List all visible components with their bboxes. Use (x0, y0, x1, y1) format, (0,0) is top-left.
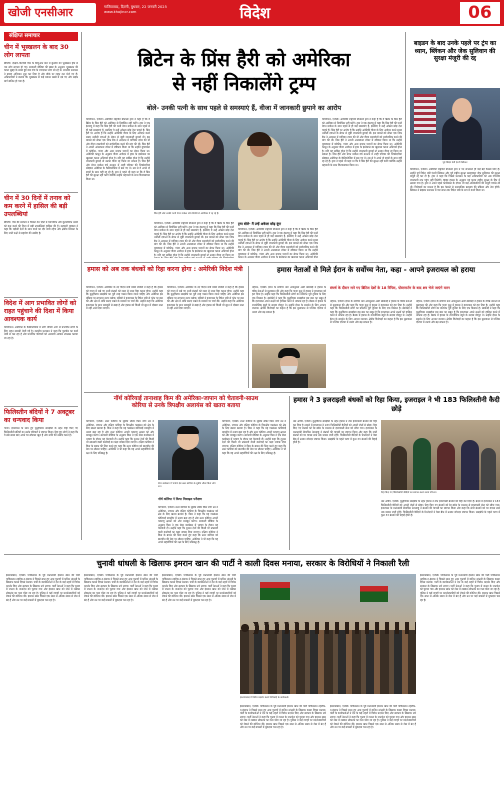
crowd-band (240, 630, 416, 694)
brief-item (4, 409, 78, 487)
korea-headline (86, 396, 286, 411)
lead-headline-line1: ब्रिटेन के प्रिंस हैरी को अमेरिका (137, 49, 351, 71)
crowd-figure (461, 440, 479, 490)
middle-right-body-col-3: तेहरान, एजेंसी। ईरान के सर्वोच्च नेता अयातुल्ला अली खामेनेई ने हमास के वरिष्ठ नेताओं से मुलाकात की और कहा कि गाजा युद्ध में हमास ने इजरायल को हरा दिया है। उन्होंने कहा कि फिलिस्तीनी लोगों का प्रतिरोध पूरी दुनिया के लिए एक मिसाल है। खामेनेई ने कहा कि युद्धविराम समझौता इस बात का सबूत है कि इजरायल अपने लक्ष्यों को हासिल करने में नाकाम रहा है। बैठक में हमास के राजनीतिक ब्यूरो के सदस्य मौजूद थे। उन्होंने ईरान के समर्थन के लिए आभार जताया। क्षेत्रीय विशेषज्ञों का कहना है कि इस मुलाकात से पश्चिम एशिया में तनाव और बढ़ सकता है। (416, 300, 500, 324)
right-top-caption: पूर्व विदेश मंत्री एंटनी ब्लिंकन (442, 161, 468, 164)
brief-item (4, 300, 78, 404)
column-rule (405, 32, 406, 258)
lead-text-col-3: वाशिंगटन, एजेंसी। अमेरिकी राष्ट्रपति डोनाल्ड ट्रम्प ने कहा है कि वे ब्रिटेन के प्रिंस हैरी को अमेरिका से निर्वासित नहीं करेंगे। ट्रम्प ने एक इंटरव्यू में कहा कि प्रिंस हैरी की पत्नी मेगन मार्कल के साथ पहले से ही कई समस्याएं हैं, इसलिए वे उन्हें अकेला छोड़ देना चाहते हैं। प्रिंस हैरी पर आरोप है कि उन्होंने अमेरिकी वीजा के लिए आवेदन करते समय नशीली दवाओं के सेवन से जुड़ी जानकारी छुपाई थी। इस मामले को लेकर एक थिंक टैंक ने अदालत में याचिका दायर की थी और वीजा दस्तावेजों को सार्वजनिक करने की मांग की थी। प्रिंस हैरी ने अपनी आत्मकथा स्पेयर में स्वीकार किया था कि उन्होंने युवावस्था में कोकीन, गांजा और अन्य मादक पदार्थों का सेवन किया था। अमेरिकी कानून के अनुसार वीजा आवेदन में ड्रग्स के इस्तेमाल का खुलासा करना अनिवार्य होता (238, 228, 318, 258)
person-2-hair (247, 132, 272, 146)
pakistan-body-col-1: इस्लामाबाद, एजेंसी। पाकिस्तान के पूर्व प्रधानमंत्री इमरान खान की पार्टी पाकिस्तान तहरीक-ए-इंसाफ ने पिछले साल हुए आम चुनावों में कथित धांधली के खिलाफ काला दिवस मनाया। पार्टी के कार्यकर्ताओं ने देश के कई शहरों में विरोध प्रदर्शन किए और सरकार के खिलाफ नारे लगाए। पार्टी नेताओं ने कहा कि चुनाव में जनता के जनादेश को चुराया गया और इमरान खान को जेल में रखकर लोकतंत्र का गला घोंटा जा रहा है। पुलिस ने कई जगहों पर प्रदर्शनकारियों को रोकने की कोशिश की। इमरान खान पिछले एक साल से अधिक समय से जेल में बंद हैं और उन पर कई मामलों में मुकदमा चल रहा है। (6, 574, 80, 602)
lead-text-col-2: वाशिंगटन, एजेंसी। अमेरिकी राष्ट्रपति डोनाल्ड ट्रम्प ने कहा है कि वे ब्रिटेन के प्रिंस हैरी को अमेरिका से निर्वासित नहीं करेंगे। ट्रम्प ने एक इंटरव्यू में कहा कि प्रिंस हैरी की पत्नी मेगन मार्कल के साथ पहले से ही कई समस्याएं हैं, इसलिए वे उन्हें अकेला छोड़ देना चाहते हैं। प्रिंस हैरी पर आरोप है कि उन्होंने अमेरिकी वीजा के लिए आवेदन करते समय नशीली दवाओं के सेवन से जुड़ी जानकारी छुपाई थी। इस मामले को लेकर एक थिंक टैंक ने अदालत में याचिका दायर की थी और वीजा दस्तावेजों को सार्वजनिक करने की मांग की थी। प्रिंस हैरी ने अपनी आत्मकथा स्पेयर में स्वीकार किया था कि उन्होंने युवावस्था में कोकीन, गांजा और अन्य मादक पदार्थों का सेवन किया था। अमेरिकी कानून के अनुसार वीजा आवेदन में ड्रग्स के इस्तेमाल का खुलासा करना अनिवार्य होता है। यदि यह साबित होता है कि उन्होंने जानकारी छुपाई तो उनका वीजा रद्द किया जा (154, 222, 234, 257)
pakistan-headline: चुनावी धांधली के खिलाफ इमरान खान की पार्टी ने काली दिवस मनाया, सरकार के विरोधियों ने निकाली रैली (96, 559, 410, 568)
lead-photo (154, 118, 318, 210)
korea-photo (158, 420, 218, 480)
brand-logo (4, 3, 96, 23)
crowd-figure (437, 442, 455, 490)
middle-right-body-col-2: तेहरान, एजेंसी। ईरान के सर्वोच्च नेता अयातुल्ला अली खामेनेई ने हमास के वरिष्ठ नेताओं से मुलाकात की और कहा कि गाजा युद्ध में हमास ने इजरायल को हरा दिया है। उन्होंने कहा कि फिलिस्तीनी लोगों का प्रतिरोध पूरी दुनिया के लिए एक मिसाल है। खामेनेई ने कहा कि युद्धविराम समझौता इस बात का सबूत है कि इजरायल अपने लक्ष्यों को हासिल करने में नाकाम रहा है। बैठक में हमास के राजनीतिक ब्यूरो के सदस्य मौजूद थे। उन्होंने ईरान के समर्थन के लिए आभार जताया। क्षेत्रीय विशेषज्ञों का कहना है कि इस मुलाकात से पश्चिम एशिया में तनाव और बढ़ सकता है। (330, 300, 412, 324)
brief-headline: चीन में भूस्खलन के बाद 30 लोग लापता (4, 44, 69, 59)
crowd-figure (481, 448, 496, 490)
hamas-release-headline: हमास ने 3 इजराइली बंधकों को रिहा किया, इजराइल ने भी 183 फिलिस्तीनी कैदी छोड़े (293, 396, 500, 413)
lead-subhead: ट्रम्प बोले- मैं उन्हें अकेला छोड़ दूंगा (238, 222, 282, 226)
lead-headline-line2: से नहीं निकालेंगे ट्रम्प (172, 73, 316, 95)
middle-right-photo (252, 344, 326, 388)
korea-body-col-2: प्योंगयांग, एजेंसी। उत्तर कोरिया के सुप्रीम लीडर किम जोंग उन ने अमेरिका, जापान और दक्षिण कोरिया के त्रिपक्षीय गठबंधन को क्षेत्र के लिए खतरा बताया है। किम ने कहा कि यह गठबंधन कोरियाई प्रायद्वीप में तनाव बढ़ा रहा है और उत्तर कोरिया अपनी परमाणु क्षमता को और मजबूत करेगा। सरकारी मीडिया के अनुसार किम ने एक सैन्य कार्यक्रम में भाषण के दौरान यह चेतावनी दी। उन्होंने कहा कि दुश्मन देशों की किसी भी उकसावे वाली कार्रवाई का कड़ा जवाब दिया जाएगा। दक्षिण कोरिया ने किम के बयान की निंदा करते हुए कहा कि उत्तर कोरिया को बातचीत की मेज पर लौटना चाहिए। अमेरिका ने भी कहा कि वह अपने सहयोगियों की रक्षा के लिए प्रतिबद्ध है। (158, 506, 218, 544)
lead-photo-caption: प्रिंस हैरी और उनकी पत्नी मेगन मार्कल वर्ष 2020 से अमेरिका में रह रहे हैं। (154, 212, 220, 215)
page-number: 06 (460, 2, 500, 24)
middle-left-headline: हमास को अब तक बंधकों को रिहा करना होगा : अमेरिकी विदेश मंत्री (87, 266, 243, 273)
divider (4, 192, 78, 193)
person-1-face (194, 132, 214, 154)
korea-caption: सैन्य कार्यक्रम में भाषण देते उत्तर कोरिया के सुप्रीम लीडर किम जोंग उन। (158, 482, 216, 489)
flag-shape (414, 94, 436, 134)
hamas-release-body-col-1: तेल अवीव, एजेंसी। युद्धविराम समझौते के तहत हमास ने तीन इजरायली बंधकों को रिहा कर दिया है। बदले में इजरायल ने 183 फिलिस्तीनी कैदियों को अपनी जेलों से छोड़ा। रिहा किए गए बंधकों को रेड क्रॉस के माध्यम से इजरायली सेना को सौंपा गया। इजरायल के प्रधानमंत्री बेंजामिन नेतन्याहू ने बंधकों की वापसी का स्वागत किया और कहा कि सभी बंधकों को घर वापस लाने तक प्रयास जारी रहेंगे। फिलिस्तीनी कैदियों के रिश्तेदारों ने वेस्ट बैंक में उनका जोरदार स्वागत किया। समझौते के पहले चरण में कुल 33 बंधकों की रिहाई होनी है। (293, 420, 377, 444)
brief-headline: चीन में 30 दिनों में तनाव को कम करने में हासिल की बड़ी उपलब्धियां (4, 195, 71, 218)
section-rule (4, 554, 500, 555)
pakistan-caption: इस्लामाबाद में विरोध प्रदर्शन करते पीटीआई के कार्यकर्ता। (240, 696, 289, 699)
brief-headline: विदेश में आग प्रभावित लोगों को राहत पहुंचाने की दिशा में किया आवश्यक कार्य (4, 300, 77, 323)
issue-date: गाजियाबाद, दिल्ली, बुधवार, 22 जनवरी 2025 (104, 5, 167, 9)
section-title: विदेश (239, 4, 271, 22)
brief-item (4, 44, 78, 190)
robe-shape (270, 374, 308, 388)
pakistan-body-col-3: इस्लामाबाद, एजेंसी। पाकिस्तान के पूर्व प्रधानमंत्री इमरान खान की पार्टी पाकिस्तान तहरीक-ए-इंसाफ ने पिछले साल हुए आम चुनावों में कथित धांधली के खिलाफ काला दिवस मनाया। पार्टी के कार्यकर्ताओं ने देश के कई शहरों में विरोध प्रदर्शन किए और सरकार के खिलाफ नारे लगाए। पार्टी नेताओं ने कहा कि चुनाव में जनता के जनादेश को चुराया गया और इमरान खान को जेल में रखकर लोकतंत्र का गला घोंटा जा रहा है। पुलिस ने कई जगहों पर प्रदर्शनकारियों को रोकने की कोशिश की। इमरान खान पिछले एक साल से अधिक समय से जेल में बंद हैं और उन पर कई मामलों में मुकदमा चल रहा है। (162, 574, 236, 602)
crowd-heads (240, 622, 416, 634)
protest-flag (360, 586, 388, 602)
pakistan-body-col-2: इस्लामाबाद, एजेंसी। पाकिस्तान के पूर्व प्रधानमंत्री इमरान खान की पार्टी पाकिस्तान तहरीक-ए-इंसाफ ने पिछले साल हुए आम चुनावों में कथित धांधली के खिलाफ काला दिवस मनाया। पार्टी के कार्यकर्ताओं ने देश के कई शहरों में विरोध प्रदर्शन किए और सरकार के खिलाफ नारे लगाए। पार्टी नेताओं ने कहा कि चुनाव में जनता के जनादेश को चुराया गया और इमरान खान को जेल में रखकर लोकतंत्र का गला घोंटा जा रहा है। पुलिस ने कई जगहों पर प्रदर्शनकारियों को रोकने की कोशिश की। इमरान खान पिछले एक साल से अधिक समय से जेल में बंद हैं और उन पर कई मामलों में मुकदमा चल रहा है। (84, 574, 158, 602)
lead-text-col-1: वाशिंगटन, एजेंसी। अमेरिकी राष्ट्रपति डोनाल्ड ट्रम्प ने कहा है कि वे ब्रिटेन के प्रिंस हैरी को अमेरिका से निर्वासित नहीं करेंगे। ट्रम्प ने एक इंटरव्यू में कहा कि प्रिंस हैरी की पत्नी मेगन मार्कल के साथ पहले से ही कई समस्याएं हैं, इसलिए वे उन्हें अकेला छोड़ देना चाहते हैं। प्रिंस हैरी पर आरोप है कि उन्होंने अमेरिकी वीजा के लिए आवेदन करते समय नशीली दवाओं के सेवन से जुड़ी जानकारी छुपाई थी। इस मामले को लेकर एक थिंक टैंक ने अदालत में याचिका दायर की थी और वीजा दस्तावेजों को सार्वजनिक करने की मांग की थी। प्रिंस हैरी ने अपनी आत्मकथा स्पेयर में स्वीकार किया था कि उन्होंने युवावस्था में कोकीन, गांजा और अन्य मादक पदार्थों का सेवन किया था। अमेरिकी कानून के अनुसार वीजा आवेदन में ड्रग्स के इस्तेमाल का खुलासा करना अनिवार्य होता है। यदि यह साबित होता है कि उन्होंने जानकारी छुपाई तो उनका वीजा रद्द किया जा सकता है। प्रिंस हैरी और मेगन मार्कल वर्ष 2020 में शाही परिवार की जिम्मेदारियां छोड़कर अमेरिका के कैलिफोर्निया में बस गए थे। तब से वे अपने दो बच्चों के साथ वहीं रह रहे हैं। ट्रम्प ने पहले भी कहा था कि वे प्रिंस हैरी की सुरक्षा नहीं करेंगे क्योंकि उन्होंने महारानी के साथ विश्वासघात किया था। (86, 118, 150, 181)
brief-body: गाजा। इजरायल के साथ हुए युद्धविराम समझौते के तहत रिहा किए गए फिलिस्तीनी बंदियों का उनके परिवारों ने स्वागत किया। रिहा हुए लोगों ने कहा कि वे लंबे समय बाद अपने घर लौटकर खुश हैं और शांति की उम्मीद करते हैं। (4, 427, 78, 437)
right-top-body: वाशिंगटन, एजेंसी। अमेरिकी राष्ट्रपति डोनाल्ड ट्रम्प ने पद संभालते ही कई बड़े फैसले लिए हैं। उन्होंने पूर्व विदेश मंत्री एंटनी ब्लिंकन और पूर्व राष्ट्रीय सुरक्षा सलाहकार जेक सुलिवान की सुरक्षा मंजूरी रद्द कर दी है। ट्रम्प ने कहा कि पिछले प्रशासन के कई अधिकारियों को अब गोपनीय जानकारी तक पहुंच नहीं मिलेगी। व्हाइट हाउस के अनुसार यह कदम राष्ट्रीय सुरक्षा के हित में उठाया गया है। ट्रम्प ने अपने पहले कार्यकाल के दौरान भी कई अधिकारियों की मंजूरी वापस ली थी। विशेषज्ञों का मानना है कि इस फैसले से प्रशासनिक बदलाव की प्रक्रिया और तेज होगी। ब्लिंकन ने बाइडन प्रशासन में चार साल तक विदेश मंत्री के रूप में कार्य किया था। (410, 168, 500, 192)
middle-right-headline: हमास नेताओं से मिले ईरान के सर्वोच्च नेता, कहा - आपने इजरायल को हराया (276, 266, 476, 274)
lead-deck: बोले- उनकी पत्नी के साथ पहले से समस्याएं हैं, वीजा में जानकारी छुपाने का आरोप (146, 104, 342, 112)
brief-headline: फिलिस्तीन बंदियों ने 7 अक्टूबर का धन्यवाद किया (4, 409, 75, 424)
sidebar-label: संक्षिप्त समाचार (4, 32, 78, 41)
sidebar (4, 32, 78, 540)
person-face (452, 98, 472, 122)
lead-headline (86, 48, 402, 96)
column-rule (289, 396, 290, 550)
korea-body-col-3: प्योंगयांग, एजेंसी। उत्तर कोरिया के सुप्रीम लीडर किम जोंग उन ने अमेरिका, जापान और दक्षिण कोरिया के त्रिपक्षीय गठबंधन को क्षेत्र के लिए खतरा बताया है। किम ने कहा कि यह गठबंधन कोरियाई प्रायद्वीप में तनाव बढ़ा रहा है और उत्तर कोरिया अपनी परमाणु क्षमता को और मजबूत करेगा। सरकारी मीडिया के अनुसार किम ने एक सैन्य कार्यक्रम में भाषण के दौरान यह चेतावनी दी। उन्होंने कहा कि दुश्मन देशों की किसी भी उकसावे वाली कार्रवाई का कड़ा जवाब दिया जाएगा। दक्षिण कोरिया ने किम के बयान की निंदा करते हुए कहा कि उत्तर कोरिया को बातचीत की मेज पर लौटना चाहिए। अमेरिका ने भी कहा कि वह अपने सहयोगियों की रक्षा के लिए प्रतिबद्ध है। (222, 420, 286, 455)
brand-name: खोजी एनसीआर (8, 6, 73, 19)
lead-text-col-4: वाशिंगटन, एजेंसी। अमेरिकी राष्ट्रपति डोनाल्ड ट्रम्प ने कहा है कि वे ब्रिटेन के प्रिंस हैरी को अमेरिका से निर्वासित नहीं करेंगे। ट्रम्प ने एक इंटरव्यू में कहा कि प्रिंस हैरी की पत्नी मेगन मार्कल के साथ पहले से ही कई समस्याएं हैं, इसलिए वे उन्हें अकेला छोड़ देना चाहते हैं। प्रिंस हैरी पर आरोप है कि उन्होंने अमेरिकी वीजा के लिए आवेदन करते समय नशीली दवाओं के सेवन से जुड़ी जानकारी छुपाई थी। इस मामले को लेकर एक थिंक टैंक ने अदालत में याचिका दायर की थी और वीजा दस्तावेजों को सार्वजनिक करने की मांग की थी। प्रिंस हैरी ने अपनी आत्मकथा स्पेयर में स्वीकार किया था कि उन्होंने युवावस्था में कोकीन, गांजा और अन्य मादक पदार्थों का सेवन किया था। अमेरिकी कानून के अनुसार वीजा आवेदन में ड्रग्स के इस्तेमाल का खुलासा करना अनिवार्य होता है। यदि यह साबित होता है कि उन्होंने जानकारी छुपाई तो उनका वीजा रद्द किया जा सकता है। प्रिंस हैरी और मेगन मार्कल वर्ष 2020 में शाही परिवार की जिम्मेदारियां छोड़कर अमेरिका के कैलिफोर्निया में बस गए थे। तब से वे अपने दो बच्चों के साथ वहीं रह रहे हैं। ट्रम्प ने पहले भी कहा था कि वे प्रिंस हैरी की सुरक्षा नहीं करेंगे क्योंकि उन्होंने महारानी के साथ विश्वासघात किया था। (322, 118, 402, 167)
masthead (0, 0, 504, 26)
brief-body: बीजिंग। चीन की सरकार ने पिछले 30 दिनों में व्यापारिक और कूटनीतिक तनाव को कम करने की दिशा में बड़ी उपलब्धियां हासिल की हैं। सरकारी प्रवक्ता ने कहा कि पड़ोसी देशों के साथ वार्ता का दौर जारी रहेगा और क्षेत्रीय स्थिरता के लिए सभी पक्षों से सहयोग की उम्मीद है। (4, 221, 78, 235)
pakistan-photo (240, 574, 416, 694)
middle-right-body-left: तेहरान, एजेंसी। ईरान के सर्वोच्च नेता अयातुल्ला अली खामेनेई ने हमास के वरिष्ठ नेताओं से मुलाकात की और कहा कि गाजा युद्ध में हमास ने इजरायल को हरा दिया है। उन्होंने कहा कि फिलिस्तीनी लोगों का प्रतिरोध पूरी दुनिया के लिए एक मिसाल है। खामेनेई ने कहा कि युद्धविराम समझौता इस बात का सबूत है कि इजरायल अपने लक्ष्यों को हासिल करने में नाकाम रहा है। बैठक में हमास के राजनीतिक ब्यूरो के सदस्य मौजूद थे। उन्होंने ईरान के समर्थन के लिए आभार जताया। क्षेत्रीय विशेषज्ञों का कहना है कि इस मुलाकात से पश्चिम एशिया में तनाव और बढ़ सकता है। (252, 286, 326, 314)
pakistan-body-col-4: इस्लामाबाद, एजेंसी। पाकिस्तान के पूर्व प्रधानमंत्री इमरान खान की पार्टी पाकिस्तान तहरीक-ए-इंसाफ ने पिछले साल हुए आम चुनावों में कथित धांधली के खिलाफ काला दिवस मनाया। पार्टी के कार्यकर्ताओं ने देश के कई शहरों में विरोध प्रदर्शन किए और सरकार के खिलाफ नारे लगाए। पार्टी नेताओं ने कहा कि चुनाव में जनता के जनादेश को चुराया गया और इमरान खान को जेल में रखकर लोकतंत्र का गला घोंटा जा रहा है। पुलिस ने कई जगहों पर प्रदर्शनकारियों को रोकने की कोशिश की। इमरान खान पिछले एक साल से अधिक समय से जेल में बंद हैं और उन पर कई मामलों में मुकदमा चल रहा है। (240, 705, 326, 729)
hamas-release-caption: रिहा किए गए फिलिस्तीनी कैदियों का स्वागत करते उनके परिजन। (381, 491, 437, 494)
brief-item (4, 195, 78, 295)
middle-left-body-col-2: वाशिंगटन, एजेंसी। अमेरिका के नए विदेश मंत्री मार्को रुबियो ने कहा है कि हमास को गाजा में रखे गए सभी बंधकों को जल्द से जल्द रिहा करना होगा। उन्होंने कहा कि युद्धविराम समझौते का पूरी तरह पालन किया जाना चाहिए और अमेरिका इस प्रक्रिया पर लगातार नजर रखेगा। रुबियो ने इजरायल के विदेश मंत्री से फोन पर बात की और क्षेत्र में शांति बनाए रखने के प्रयासों पर चर्चा की। उन्होंने कहा कि अमेरिका इजरायल के साथ मजबूती से खड़ा है और हमास को किसी भी सूरत में दोबारा सत्ता में नहीं आने दिया जाएगा। (167, 286, 244, 310)
brief-body: बीजिंग। दक्षिण-पश्चिमी चीन के सिचुआन प्रांत में बुधवार को भूस्खलन होने से 30 लोग लापता हो गए। सरकारी मीडिया की खबर के अनुसार भूस्खलन की घटना सुबह के समय हुई जब गांव के ज्यादातर लोग सो रहे थे। स्थानीय प्रशासन ने बचाव अभियान शुरू कर दिया है और मौके पर राहत दल भेजे गए हैं। अधिकारियों ने बताया कि भूस्खलन से कई मकान मलबे में दब गए और सड़क मार्ग बाधित हो गया है। (4, 62, 78, 83)
hamas-release-body-col-2: तेल अवीव, एजेंसी। युद्धविराम समझौते के तहत हमास ने तीन इजरायली बंधकों को रिहा कर दिया है। बदले में इजरायल ने 183 फिलिस्तीनी कैदियों को अपनी जेलों से छोड़ा। रिहा किए गए बंधकों को रेड क्रॉस के माध्यम से इजरायली सेना को सौंपा गया। इजरायल के प्रधानमंत्री बेंजामिन नेतन्याहू ने बंधकों की वापसी का स्वागत किया और कहा कि सभी बंधकों को घर वापस लाने तक प्रयास जारी रहेंगे। फिलिस्तीनी कैदियों के रिश्तेदारों ने वेस्ट बैंक में उनका जोरदार स्वागत किया। समझौते के पहले चरण में कुल 33 बंधकों की रिहाई होनी है। (381, 500, 500, 517)
column-rule (248, 266, 249, 388)
divider (4, 297, 78, 298)
brief-body: वाशिंगटन। अमेरिका के कैलिफोर्निया में लगी भीषण आग से प्रभावित लोगों के लिए राहत सामग्री भेजी गई है। स्थानीय प्रशासन ने कहा कि पुनर्वास का कार्य तेज़ी से चल रहा है और प्रभावित परिवारों को अस्थायी आवास उपलब्ध कराया जा रहा है। (4, 326, 78, 340)
kim-body (172, 446, 204, 480)
pakistan-body-col-6: इस्लामाबाद, एजेंसी। पाकिस्तान के पूर्व प्रधानमंत्री इमरान खान की पार्टी पाकिस्तान तहरीक-ए-इंसाफ ने पिछले साल हुए आम चुनावों में कथित धांधली के खिलाफ काला दिवस मनाया। पार्टी के कार्यकर्ताओं ने देश के कई शहरों में विरोध प्रदर्शन किए और सरकार के खिलाफ नारे लगाए। पार्टी नेताओं ने कहा कि चुनाव में जनता के जनादेश को चुराया गया और इमरान खान को जेल में रखकर लोकतंत्र का गला घोंटा जा रहा है। पुलिस ने कई जगहों पर प्रदर्शनकारियों को रोकने की कोशिश की। इमरान खान पिछले एक साल से अधिक समय से जेल में बंद हैं और उन पर कई मामलों में मुकदमा चल रहा है। (420, 574, 500, 602)
divider (4, 406, 78, 407)
column-rule (81, 32, 82, 540)
section-rule (84, 392, 500, 393)
kim-hair (177, 426, 199, 434)
hamas-release-photo (381, 420, 500, 490)
crowd-figure (391, 446, 407, 490)
person-suit (442, 116, 482, 160)
middle-right-deck: संघर्ष के दौरान मारे गए ब्रिटिश देशों के 18 रिपिस, पोस्टमार्टम के बाद शव भेजे जाएंगे वतन (330, 286, 450, 290)
korea-body-col-1: प्योंगयांग, एजेंसी। उत्तर कोरिया के सुप्रीम लीडर किम जोंग उन ने अमेरिका, जापान और दक्षिण कोरिया के त्रिपक्षीय गठबंधन को क्षेत्र के लिए खतरा बताया है। किम ने कहा कि यह गठबंधन कोरियाई प्रायद्वीप में तनाव बढ़ा रहा है और उत्तर कोरिया अपनी परमाणु क्षमता को और मजबूत करेगा। सरकारी मीडिया के अनुसार किम ने एक सैन्य कार्यक्रम में भाषण के दौरान यह चेतावनी दी। उन्होंने कहा कि दुश्मन देशों की किसी भी उकसावे वाली कार्रवाई का कड़ा जवाब दिया जाएगा। दक्षिण कोरिया ने किम के बयान की निंदा करते हुए कहा कि उत्तर कोरिया को बातचीत की मेज पर लौटना चाहिए। अमेरिका ने भी कहा कि वह अपने सहयोगियों की रक्षा के लिए प्रतिबद्ध है। (86, 420, 154, 455)
middle-left-body-col-1: वाशिंगटन, एजेंसी। अमेरिका के नए विदेश मंत्री मार्को रुबियो ने कहा है कि हमास को गाजा में रखे गए सभी बंधकों को जल्द से जल्द रिहा करना होगा। उन्होंने कहा कि युद्धविराम समझौते का पूरी तरह पालन किया जाना चाहिए और अमेरिका इस प्रक्रिया पर लगातार नजर रखेगा। रुबियो ने इजरायल के विदेश मंत्री से फोन पर बात की और क्षेत्र में शांति बनाए रखने के प्रयासों पर चर्चा की। उन्होंने कहा कि अमेरिका इजरायल के साथ मजबूती से खड़ा है और हमास को किसी भी सूरत में दोबारा सत्ता में नहीं आने दिया जाएगा। (86, 286, 163, 310)
crowd-figure (413, 438, 431, 490)
korea-headline-line2: कोरिया से उनके त्रिपक्षीय अलायंस को खतरा बताया (131, 403, 241, 410)
website: www.khojincr.com (104, 10, 137, 14)
korea-headline-line1: नॉर्थ कोरियाई तानाशाह किम की अमेरिका-जापान को चेतावनी-साउथ (113, 396, 259, 402)
korea-subhead: नॉर्थ कोरिया ने किया मिसाइल परीक्षण (158, 497, 202, 501)
right-top-headline: बाइडन के बाद उनके पहले पर ट्रंप का ध्यान, ब्लिंकन और जेक सुलिवान की सुरक्षा मंजूरी की रद्द (413, 40, 497, 63)
protest-flag (260, 582, 290, 600)
pakistan-body-col-5: इस्लामाबाद, एजेंसी। पाकिस्तान के पूर्व प्रधानमंत्री इमरान खान की पार्टी पाकिस्तान तहरीक-ए-इंसाफ ने पिछले साल हुए आम चुनावों में कथित धांधली के खिलाफ काला दिवस मनाया। पार्टी के कार्यकर्ताओं ने देश के कई शहरों में विरोध प्रदर्शन किए और सरकार के खिलाफ नारे लगाए। पार्टी नेताओं ने कहा कि चुनाव में जनता के जनादेश को चुराया गया और इमरान खान को जेल में रखकर लोकतंत्र का गला घोंटा जा रहा है। पुलिस ने कई जगहों पर प्रदर्शनकारियों को रोकने की कोशिश की। इमरान खान पिछले एक साल से अधिक समय से जेल में बंद हैं और उन पर कई मामलों में मुकदमा चल रहा है। (330, 705, 416, 729)
right-top-photo (410, 88, 500, 160)
section-rule (84, 262, 500, 263)
